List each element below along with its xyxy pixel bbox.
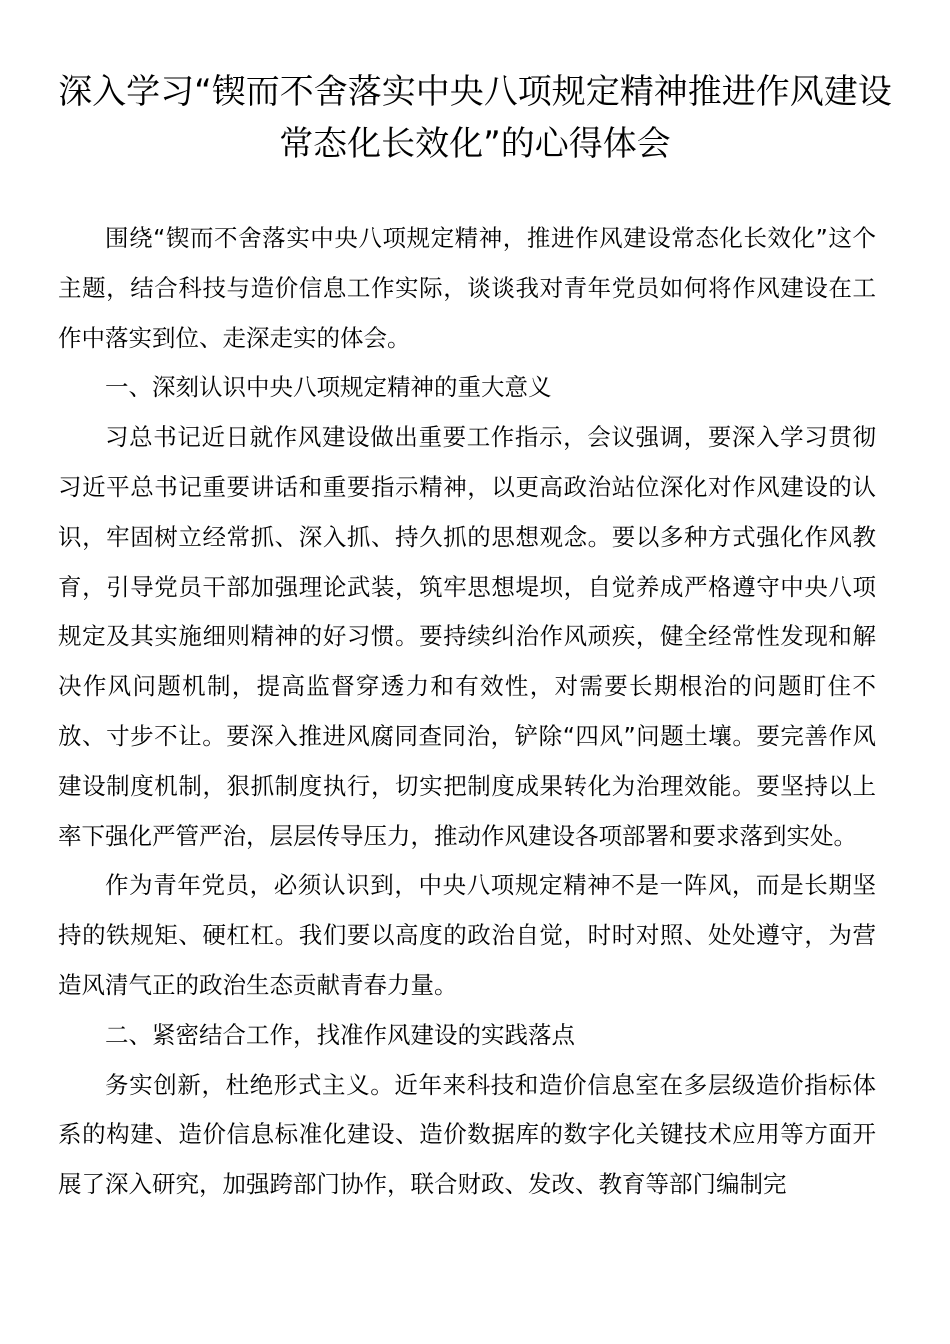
document-body xyxy=(58,214,876,1210)
body-paragraph: 习总书记近日就作风建设做出重要工作指示，会议强调，要深入学习贯彻习近平总书记重要讲话和重要指示精神，以更高政治站位深化对作风建设的认识，牢固树立经常抓、深入抓、持久抓的思想观念。要以多种方式强化作风教育，引导党员干部加强理论武装，筑牢思想堤坝，自觉养成严格遵守中央八项规定及其实施细则精神的好习惯。要持续纠治作风顽疾，健全经常性发现和解决作风问题机制，提高监督穿透力和有效性，对需要长期根治的问题盯住不放、寸步不让。要深入推进风腐同查同治，铲除“四风”问题土壤。要完善作风建设制度机制，狠抓制度执行，切实把制度成果转化为治理效能。要坚持以上率下强化严管严治，层层传导压力，推动作风建设各项部署和要求落到实处。 xyxy=(58,423,876,850)
body-paragraph: 务实创新，杜绝形式主义。近年来科技和造价信息室在多层级造价指标体系的构建、造价信息标准化建设、造价数据库的数字化关键技术应用等方面开展了深入研究，加强跨部门协作，联合财政、发改、教育等部门编制完 xyxy=(58,1070,876,1199)
intro-paragraph: 围绕“锲而不舍落实中央八项规定精神，推进作风建设常态化长效化”这个主题，结合科技与造价信息工作实际，谈谈我对青年党员如何将作风建设在工作中落实到位、走深走实的体会。 xyxy=(58,224,876,352)
document-title: 深入学习“锲而不舍落实中央八项规定精神推进作风建设常态化长效化”的心得体会 xyxy=(58,72,892,164)
section-heading-1: 一、深刻认识中央八项规定精神的重大意义 xyxy=(105,373,552,402)
body-paragraph: 作为青年党员，必须认识到，中央八项规定精神不是一阵风，而是长期坚持的铁规矩、硬杠杠。我们要以高度的政治自觉，时时对照、处处遵守，为营造风清气正的政治生态贡献青春力量。 xyxy=(58,871,876,999)
section-heading-2: 二、紧密结合工作，找准作风建设的实践落点 xyxy=(105,1020,575,1049)
